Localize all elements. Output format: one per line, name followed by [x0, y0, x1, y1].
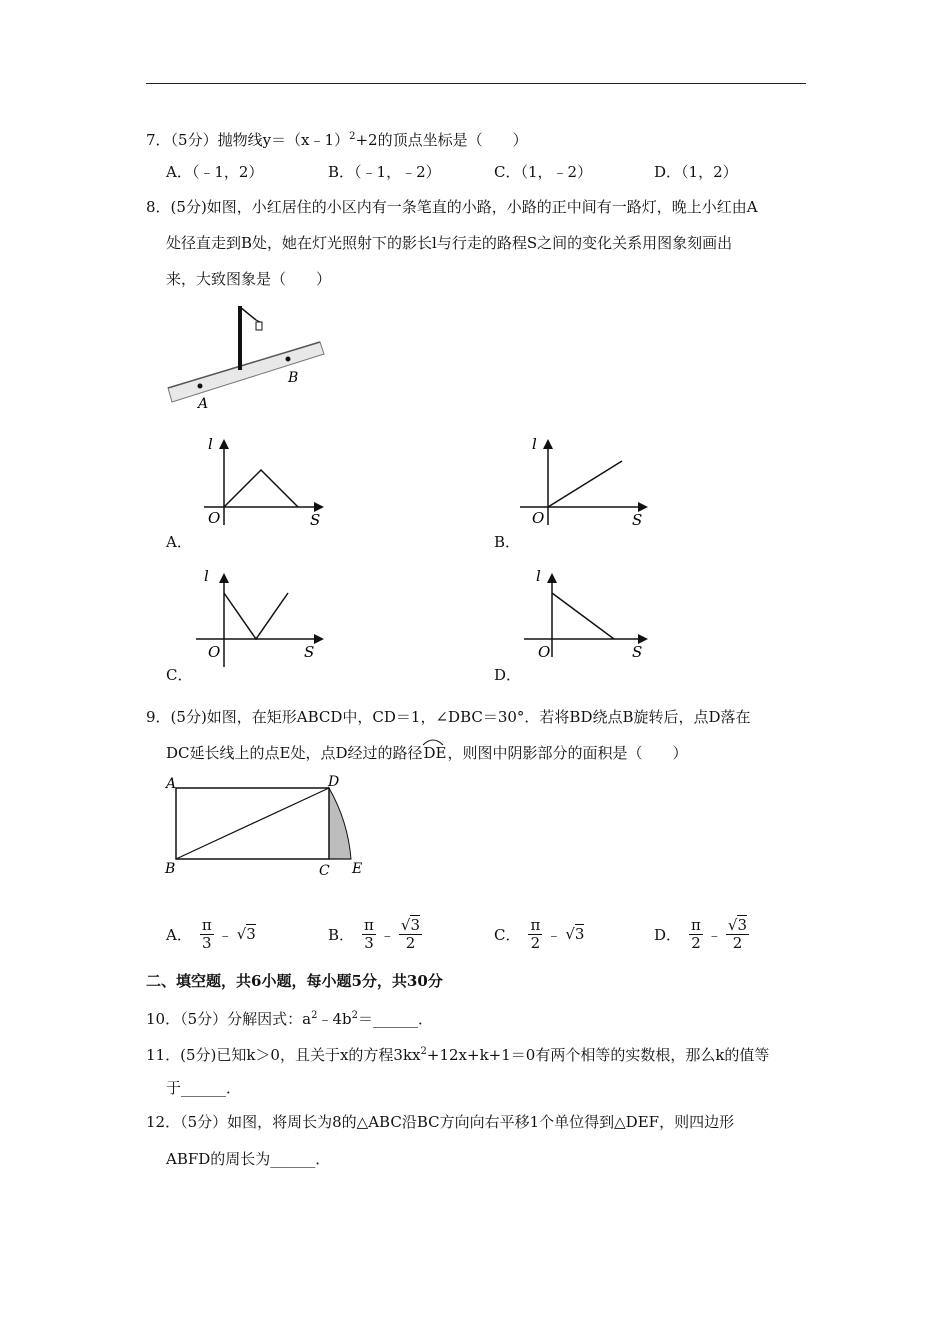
question-12-line1: 12．（5分）如图，将周长为8的△ABC沿BC方向向右平移1个单位得到△DEF，则四边形 — [146, 1113, 735, 1131]
minus-sign: ﹣ — [706, 925, 722, 944]
fraction-sqrt — [399, 917, 422, 952]
lamp-arm — [240, 307, 256, 320]
q9-line2-part1: DC延长线上的点E处，点D经过的路径 — [166, 744, 423, 762]
numerator-sqrt: √3 — [400, 915, 421, 934]
label-c: C — [319, 863, 330, 879]
numerator: π — [201, 915, 212, 934]
radicand: 3 — [737, 915, 748, 934]
arc-de — [422, 742, 447, 764]
question-8-line2: 处径直走到B处，她在灯光照射下的影长l与行走的路程S之间的变化关系用图象刻画出 — [166, 234, 733, 252]
q7-option-d[interactable]: D．（1，2） — [654, 163, 738, 181]
q10-blank: ＝______． — [357, 1010, 433, 1028]
header-rule — [146, 83, 806, 84]
origin-label: O — [532, 509, 545, 527]
q8-graph-d — [518, 567, 658, 667]
origin-label: O — [208, 509, 221, 527]
question-9-line1: 9．(5分)如图，在矩形ABCD中，CD＝1，∠DBC＝30°．若将BD绕点B旋转后，点D落在 — [146, 708, 751, 726]
radicand: 3 — [410, 915, 421, 934]
lamp-icon — [256, 322, 262, 330]
minus-sign: ﹣ — [546, 925, 562, 944]
fraction — [689, 917, 703, 952]
denominator: 2 — [530, 933, 541, 952]
q9-line2-part2: ，则图中阴影部分的面积是（ ） — [447, 744, 688, 762]
option-label: D． — [654, 925, 682, 944]
q10-exp2: 2 — [351, 1010, 358, 1021]
q7-option-b[interactable]: B．（﹣1，﹣2） — [328, 163, 441, 181]
road-shape — [168, 342, 324, 402]
radicand: 3 — [246, 925, 256, 943]
q11-part1: 11．(5分)已知k＞0，且关于x的方程3kx — [146, 1046, 421, 1064]
minus-sign: ﹣ — [379, 925, 395, 944]
section-2-heading: 二、填空题，共6小题，每小题5分，共30分 — [146, 972, 443, 990]
origin-label: O — [208, 643, 221, 661]
label-b: B — [165, 861, 176, 877]
arc-de-label: DE — [423, 744, 447, 762]
q9-option-d[interactable] — [654, 911, 749, 957]
q8-option-d[interactable]: D． — [494, 666, 522, 684]
question-8-line1: 8．(5分)如图，小红居住的小区内有一条笔直的小路，小路的正中间有一路灯，晚上小红由A — [146, 198, 758, 216]
label-a: A — [166, 776, 177, 792]
question-11-line2: 于______． — [166, 1079, 242, 1097]
radicand: 3 — [574, 925, 585, 943]
label-a: A — [198, 396, 209, 412]
numerator: π — [364, 915, 374, 934]
option-label: A． — [166, 925, 192, 944]
question-7-stem — [146, 126, 528, 151]
q8-option-b[interactable]: B． — [494, 533, 521, 551]
denominator: 2 — [732, 933, 743, 952]
q10-exp1: 2 — [311, 1010, 318, 1021]
axis-s-label: S — [304, 643, 315, 661]
q8-graph-c — [194, 567, 334, 667]
numerator: π — [530, 915, 541, 934]
axis-l-label: l — [532, 435, 537, 453]
denominator: 2 — [691, 933, 701, 952]
point-a — [198, 384, 203, 389]
q8-street-lamp-figure — [164, 300, 328, 412]
denominator: 2 — [405, 933, 416, 952]
fraction — [528, 917, 542, 952]
axis-l-label: l — [204, 567, 209, 585]
q10-part2: ﹣4b — [317, 1010, 352, 1028]
option-label: C． — [494, 925, 521, 944]
shaded-region — [329, 788, 351, 859]
denominator: 3 — [202, 933, 212, 952]
axis-l-label: l — [536, 567, 541, 585]
q7-stem-text: 7．（5分）抛物线y＝（x﹣1） — [146, 131, 350, 149]
q7-stem-tail: +2的顶点坐标是（ ） — [355, 131, 528, 149]
fraction — [200, 917, 214, 952]
question-12-line2: ABFD的周长为______． — [166, 1150, 331, 1168]
q9-option-a[interactable] — [166, 911, 256, 957]
denominator: 3 — [364, 933, 374, 952]
q11-part2: +12x+k+1＝0有两个相等的实数根，那么k的值等 — [426, 1046, 770, 1064]
minus-sign: ﹣ — [217, 925, 233, 944]
question-10 — [146, 1005, 433, 1030]
q9-option-b[interactable] — [328, 911, 422, 957]
q7-option-a[interactable]: A．（﹣1，2） — [166, 163, 264, 181]
q8-graph-a — [194, 433, 334, 533]
q10-part1: 10．（5分）分解因式：a — [146, 1010, 312, 1028]
q7-option-c[interactable]: C．（1，﹣2） — [494, 163, 593, 181]
fraction-sqrt — [726, 917, 749, 952]
question-11-line1 — [146, 1041, 769, 1066]
q9-option-c[interactable] — [494, 911, 584, 957]
q8-option-c[interactable]: C． — [166, 666, 193, 684]
q8-graph-b — [518, 433, 658, 533]
question-8-line3: 来，大致图象是（ ） — [166, 270, 332, 288]
numerator-sqrt: √3 — [727, 915, 748, 934]
axis-s-label: S — [632, 643, 643, 661]
label-e: E — [352, 861, 363, 877]
q7-exponent: 2 — [349, 131, 356, 142]
point-b — [286, 357, 291, 362]
label-b: B — [288, 370, 299, 386]
origin-label: O — [538, 643, 551, 661]
q9-rectangle-figure — [160, 772, 376, 880]
option-label: B． — [328, 925, 355, 944]
question-9-line2 — [166, 742, 687, 764]
fraction — [362, 917, 376, 952]
axis-s-label: S — [310, 511, 321, 529]
q11-exp: 2 — [420, 1046, 427, 1057]
sqrt-expression: √3 — [565, 925, 585, 943]
q8-option-a[interactable]: A． — [166, 533, 192, 551]
label-d: D — [328, 774, 340, 790]
diagonal-bd — [176, 788, 329, 859]
axis-l-label: l — [208, 435, 213, 453]
sqrt-expression: √3 — [236, 925, 256, 943]
axis-s-label: S — [632, 511, 643, 529]
numerator: π — [691, 915, 701, 934]
